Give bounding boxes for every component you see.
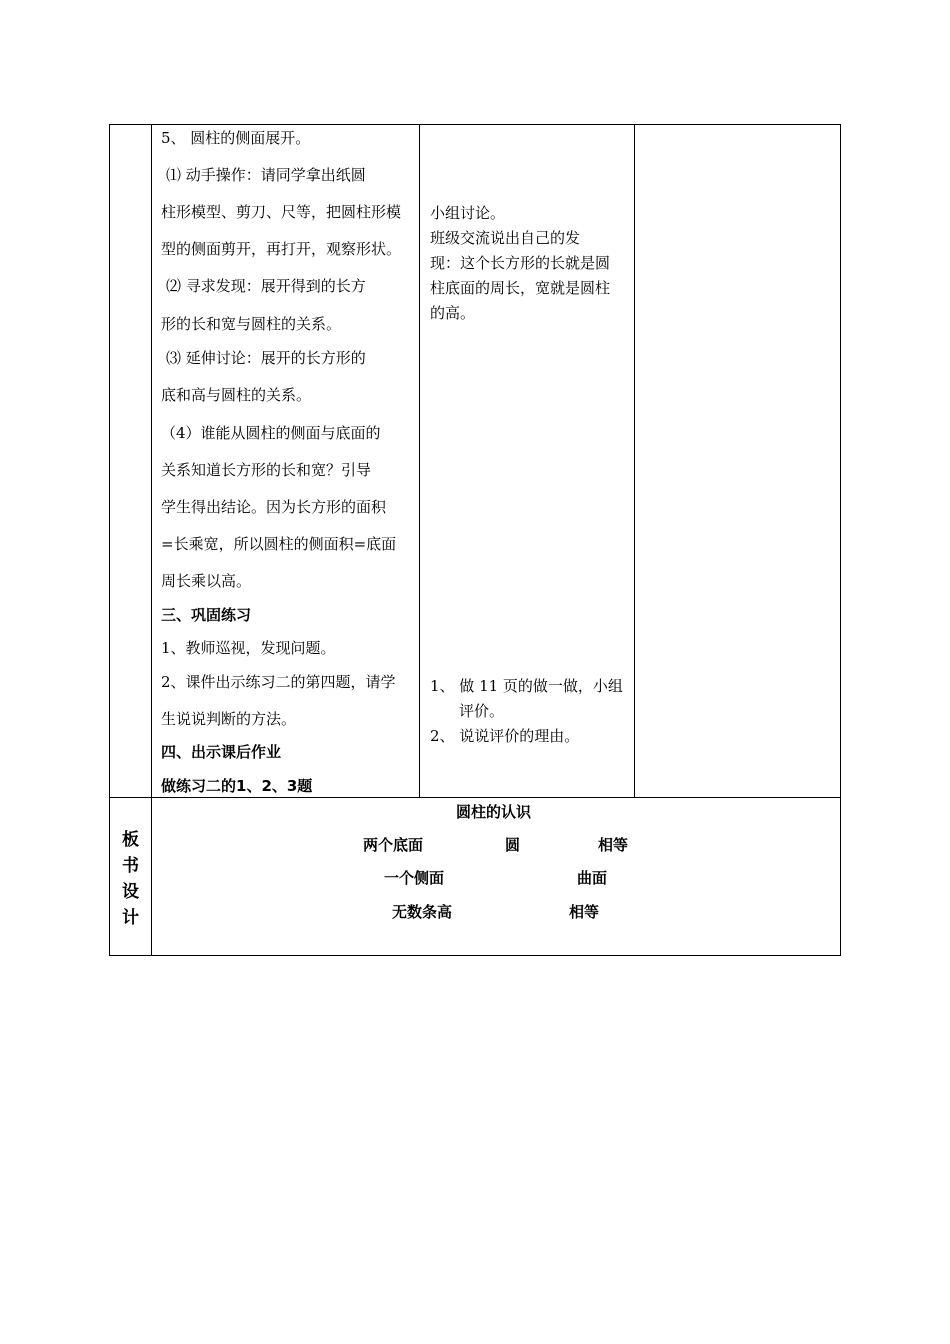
section-heading: 四、出示课后作业 <box>161 743 282 761</box>
board-text: 无数条高 <box>392 903 453 921</box>
lesson-line: （4）谁能从圆柱的侧面与底面的 <box>161 424 381 442</box>
lesson-line: 柱形模型、剪刀、尺等，把圆柱形模 <box>161 203 402 221</box>
student-line: 班级交流说出自己的发 <box>430 229 581 247</box>
table-border-left <box>109 124 110 956</box>
lesson-line: ⑵ 寻求发现：展开得到的长方 <box>166 277 366 295</box>
lesson-line: ⑴ 动手操作：请同学拿出纸圆 <box>166 166 366 184</box>
lesson-line: =长乘宽，所以圆柱的侧面积=底面 <box>161 535 397 553</box>
board-text: 相等 <box>598 836 629 854</box>
section-heading: 三、巩固练习 <box>161 606 252 624</box>
lesson-line: 5、 圆柱的侧面展开。 <box>161 129 311 147</box>
col-line-3 <box>634 124 635 798</box>
lesson-line: 形的长和宽与圆柱的关系。 <box>161 315 342 333</box>
student-line: 2、 说说评价的理由。 <box>430 727 580 745</box>
board-text: 两个底面 <box>363 836 424 854</box>
board-title: 圆柱的认识 <box>456 803 532 821</box>
homework-line: 做练习二的1、2、3题 <box>161 777 313 795</box>
student-line: 柱底面的周长，宽就是圆柱 <box>430 279 611 297</box>
lesson-line: 学生得出结论。因为长方形的面积 <box>161 498 387 516</box>
board-text: 曲面 <box>577 869 608 887</box>
board-text: 一个侧面 <box>384 869 445 887</box>
student-line: 评价。 <box>459 702 505 720</box>
student-line: 现：这个长方形的长就是圆 <box>430 254 611 272</box>
student-line: 的高。 <box>430 304 476 322</box>
lesson-line: 周长乘以高。 <box>161 572 252 590</box>
board-text: 圆 <box>505 836 521 854</box>
student-line: 1、 做 11 页的做一做，小组 <box>430 677 623 695</box>
col-line-1 <box>151 124 152 956</box>
lesson-line: 关系知道长方形的长和宽？引导 <box>161 461 372 479</box>
board-text: 相等 <box>569 903 600 921</box>
lesson-line: 2、课件出示练习二的第四题，请学 <box>161 673 396 691</box>
col-line-2 <box>419 124 420 798</box>
table-border-bottom <box>109 955 841 956</box>
table-divider-board <box>109 797 841 798</box>
board-label-char: 设 <box>122 882 139 902</box>
table-border-top <box>109 124 841 125</box>
table-border-right <box>840 124 841 956</box>
board-label-char: 书 <box>122 856 139 876</box>
lesson-line: 生说说判断的方法。 <box>161 710 297 728</box>
lesson-line: ⑶ 延伸讨论：展开的长方形的 <box>166 349 366 367</box>
lesson-line: 型的侧面剪开，再打开，观察形状。 <box>161 240 402 258</box>
student-line: 小组讨论。 <box>430 204 506 222</box>
lesson-line: 底和高与圆柱的关系。 <box>161 386 312 404</box>
board-label-char: 计 <box>122 908 139 928</box>
board-label-char: 板 <box>122 830 139 850</box>
lesson-line: 1、教师巡视，发现问题。 <box>161 639 336 657</box>
